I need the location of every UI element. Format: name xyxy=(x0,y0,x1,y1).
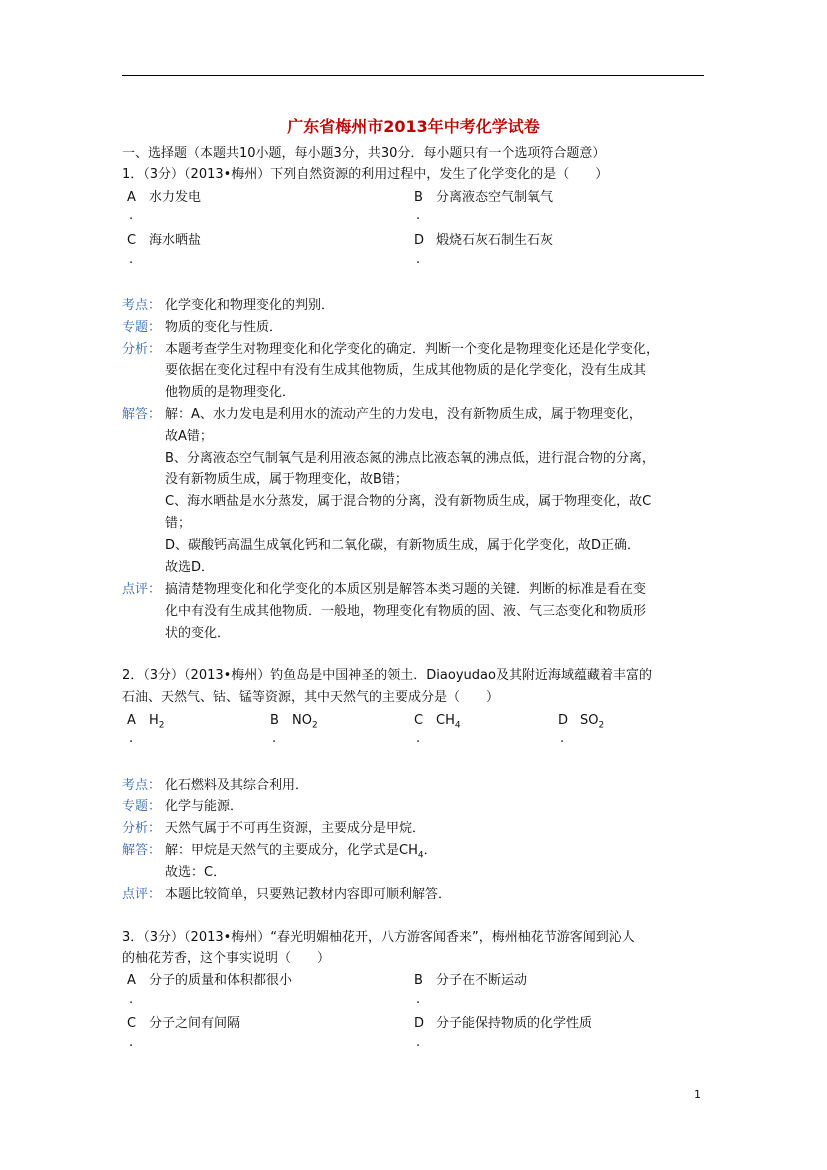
q1-jieda-line: 故选D． xyxy=(165,560,215,575)
q2-kaodian: 化石燃料及其综合利用． xyxy=(165,778,309,793)
q1-jieda-line: 错； xyxy=(165,516,192,531)
q1-option-c-dot: . xyxy=(129,252,134,267)
q1-option-d-text: 煅烧石灰石制生石灰 xyxy=(436,233,554,248)
q3-option-b-letter: B xyxy=(414,973,423,988)
section-heading: 一、选择题（本题共10小题，每小题3分，共30分．每小题只有一个选项符合题意） xyxy=(122,146,606,161)
q1-jieda-line: 解：A、水力发电是利用水的流动产生的力发电，没有新物质生成，属于物理变化， xyxy=(165,407,642,422)
q3-option-d-dot: . xyxy=(416,1035,421,1050)
q2-option-d-letter: D xyxy=(558,713,569,728)
q1-option-a-letter: A xyxy=(127,190,136,205)
page-number: 1 xyxy=(694,1088,701,1101)
q2-jieda: 解：甲烷是天然气的主要成分，化学式是$CH_4$． xyxy=(165,843,437,861)
q2-zhuanti: 化学与能源． xyxy=(165,799,244,814)
q1-jieda-line: C、海水晒盐是水分蒸发，属于混合物的分离，没有新物质生成，属于物理变化，故C xyxy=(165,494,652,509)
q2-option-a-dot: . xyxy=(129,731,134,746)
q1-fenxi-line: 本题考查学生对物理变化和化学变化的确定．判断一个变化是物理变化还是化学变化， xyxy=(165,342,660,357)
q2-option-d-formula: $SO_2$ xyxy=(580,713,605,731)
q3-option-c-letter: C xyxy=(127,1016,137,1031)
q3-stem-line: 的柚花芳香，这个事实说明（ ） xyxy=(122,951,331,966)
q1-fenxi-line: 要依据在变化过程中有没有生成其他物质，生成其他物质的是化学变化，没有生成其 xyxy=(165,363,647,378)
q3-option-d-text: 分子能保持物质的化学性质 xyxy=(436,1016,593,1031)
q1-option-a-dot: . xyxy=(129,208,134,223)
q2-zhuanti-label: 专题： xyxy=(122,799,162,814)
header-rule xyxy=(122,75,704,76)
q1-option-c-letter: C xyxy=(127,233,137,248)
q3-stem-line: 3．（3分）（2013•梅州）“春光明媚柚花开，八方游客闻香来”，梅州柚花节游客闻到沁人 xyxy=(122,930,635,945)
q1-kaodian: 化学变化和物理变化的判别． xyxy=(165,298,335,313)
q1-option-c-text: 海水晒盐 xyxy=(149,233,202,248)
q3-option-b-text: 分子在不断运动 xyxy=(436,973,528,988)
q2-option-a-letter: A xyxy=(127,713,136,728)
q2-option-b-formula: $NO_2$ xyxy=(292,713,318,731)
q1-zhuanti-label: 专题： xyxy=(122,320,162,335)
q1-jieda-line: D、碳酸钙高温生成氧化钙和二氧化碳，有新物质生成，属于化学变化，故D正确． xyxy=(165,538,641,553)
q3-option-b-dot: . xyxy=(416,992,421,1007)
q1-stem: 1．（3分）（2013•梅州）下列自然资源的利用过程中，发生了化学变化的是（ ） xyxy=(122,167,609,182)
q1-option-d-letter: D xyxy=(414,233,425,248)
q3-option-a-letter: A xyxy=(127,973,136,988)
q2-option-b-letter: B xyxy=(270,713,279,728)
q3-option-a-text: 分子的质量和体积都很小 xyxy=(149,973,293,988)
q2-jieda-label: 解答： xyxy=(122,843,162,858)
q2-option-c-dot: . xyxy=(416,731,421,746)
q2-dianping-label: 点评： xyxy=(122,887,162,902)
q2-stem-line: 2．（3分）（2013•梅州）钓鱼岛是中国神圣的领土．Diaoyudao及其附近海域蕴藏着丰富的 xyxy=(122,668,652,683)
q2-kaodian-label: 考点： xyxy=(122,778,162,793)
q1-kaodian-label: 考点： xyxy=(122,298,162,313)
q2-option-b-dot: . xyxy=(272,731,277,746)
q1-zhuanti: 物质的变化与性质． xyxy=(165,320,283,335)
q1-option-b-letter: B xyxy=(414,190,423,205)
q1-fenxi-label: 分析： xyxy=(122,342,162,357)
q3-option-d-letter: D xyxy=(414,1016,425,1031)
q1-dianping-line: 搞清楚物理变化和化学变化的本质区别是解答本类习题的关键．判断的标准是看在变 xyxy=(165,582,647,597)
q1-dianping-line: 化中有没有生成其他物质．一般地，物理变化有物质的固、液、气三态变化和物质形 xyxy=(165,604,647,619)
q1-option-d-dot: . xyxy=(416,252,421,267)
q1-jieda-line: 故A错； xyxy=(165,429,213,444)
q1-dianping-label: 点评： xyxy=(122,582,162,597)
q2-fenxi-label: 分析： xyxy=(122,821,162,836)
q3-option-c-text: 分子之间有间隔 xyxy=(149,1016,241,1031)
q2-option-c-formula: $CH_4$ xyxy=(436,713,461,731)
q2-option-d-dot: . xyxy=(560,731,565,746)
q2-option-a-formula: $H_2$ xyxy=(149,713,165,731)
q2-option-c-letter: C xyxy=(414,713,424,728)
page-title: 广东省梅州市2013年中考化学试卷 xyxy=(287,117,540,136)
q1-jieda-line: B、分离液态空气制氧气是利用液态氮的沸点比液态氧的沸点低，进行混合物的分离， xyxy=(165,451,655,466)
q3-option-a-dot: . xyxy=(129,992,134,1007)
q2-fenxi: 天然气属于不可再生资源，主要成分是甲烷． xyxy=(165,821,426,836)
q2-stem-line: 石油、天然气、钴、锰等资源，其中天然气的主要成分是（ ） xyxy=(122,690,500,705)
q1-option-b-dot: . xyxy=(416,208,421,223)
q1-option-b-text: 分离液态空气制氧气 xyxy=(436,190,554,205)
q1-dianping-line: 状的变化． xyxy=(165,626,231,641)
q1-jieda-line: 没有新物质生成，属于物理变化，故B错； xyxy=(165,472,408,487)
q2-jieda-answer: 故选：C． xyxy=(165,865,227,880)
q1-jieda-label: 解答： xyxy=(122,407,162,422)
q3-option-c-dot: . xyxy=(129,1035,134,1050)
q1-option-a-text: 水力发电 xyxy=(149,190,202,205)
q1-fenxi-line: 他物质的是物理变化． xyxy=(165,385,296,400)
q2-dianping: 本题比较简单，只要熟记教材内容即可顺利解答． xyxy=(165,887,452,902)
